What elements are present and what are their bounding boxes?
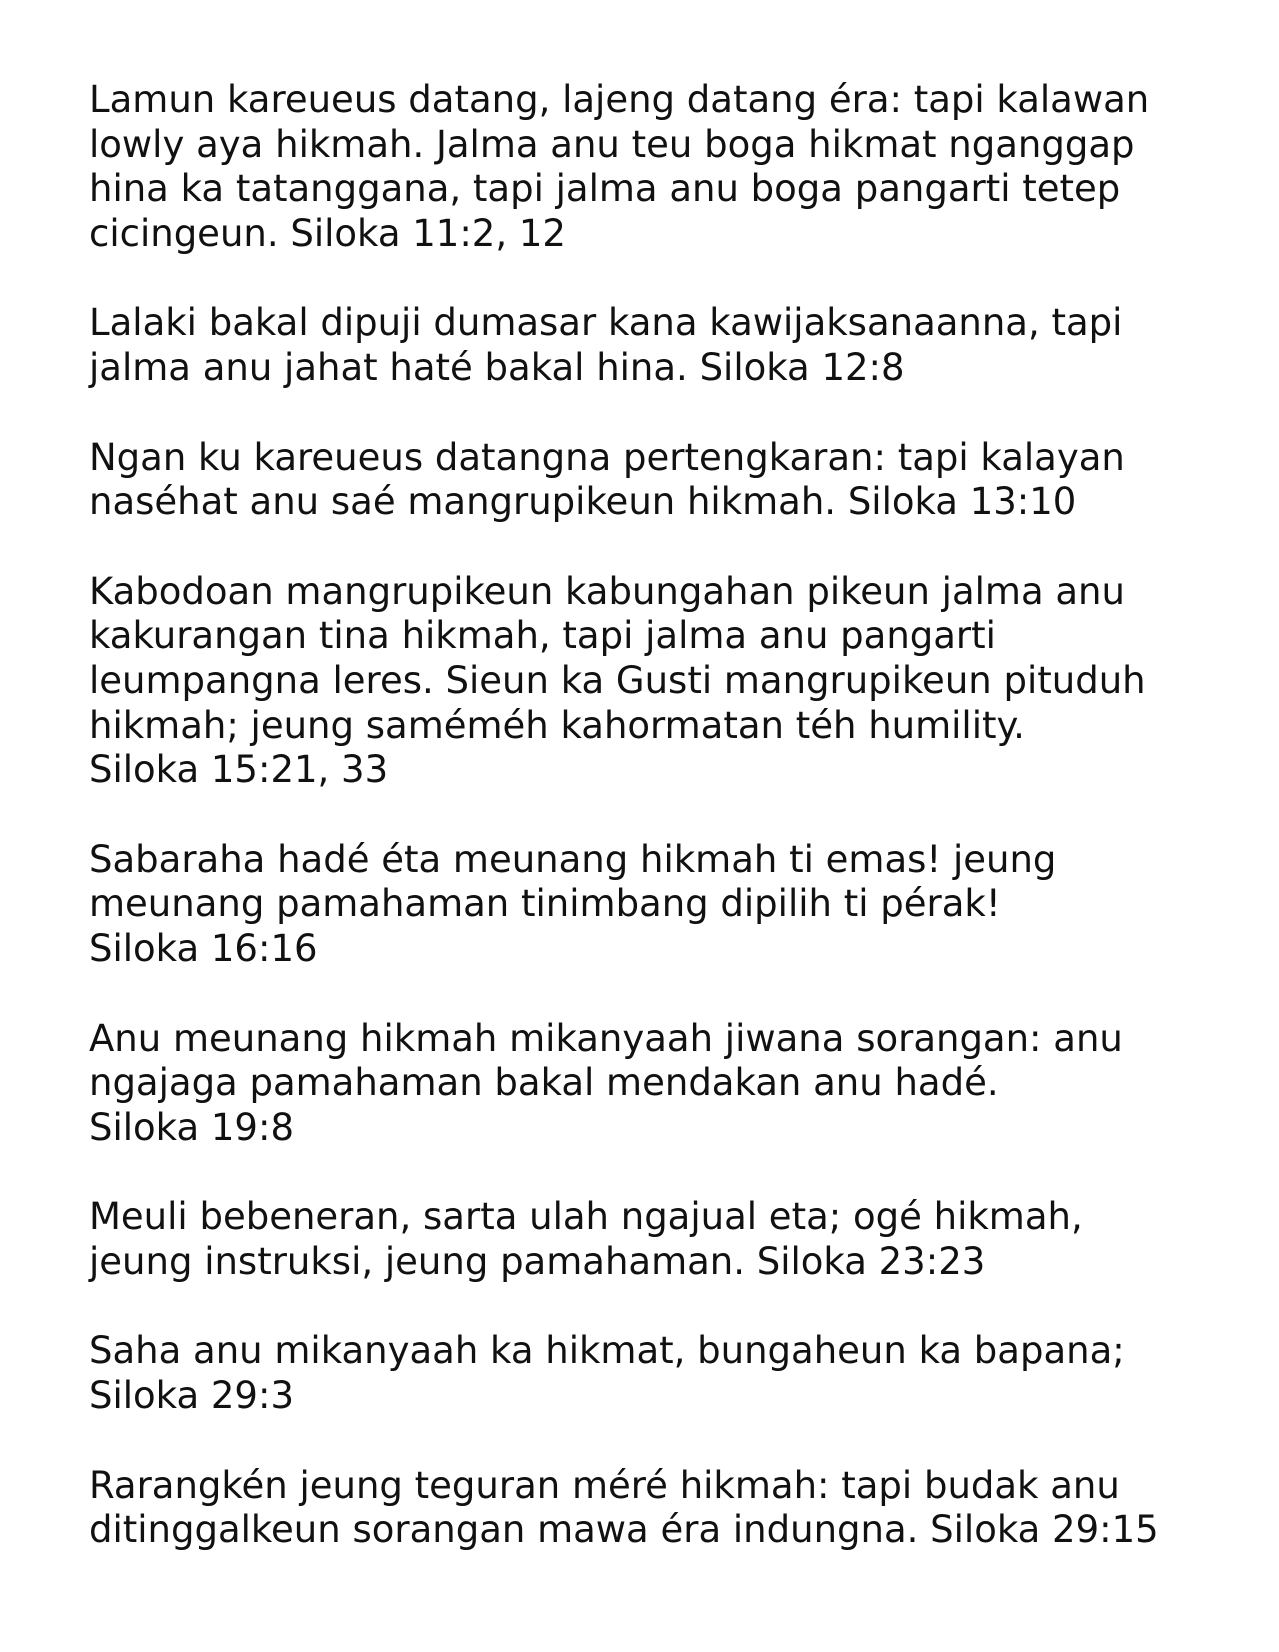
passage-4 <box>89 570 1259 793</box>
passage-line: ditinggalkeun sorangan mawa éra indungna. Siloka 29:15 <box>89 1508 1159 1552</box>
document-page <box>89 78 1259 1598</box>
passage-1 <box>89 78 1259 256</box>
passage-line: hikmah; jeung saméméh kahormatan téh humility. <box>89 703 1025 747</box>
passage-line: Siloka 29:3 <box>89 1374 294 1418</box>
passage-line: Siloka 19:8 <box>89 1105 294 1149</box>
passage-line: hina ka tatanggana, tapi jalma anu boga pangarti tetep <box>89 167 1121 211</box>
passage-line: Rarangkén jeung teguran méré hikmah: tapi budak anu <box>89 1463 1120 1507</box>
passage-line: lowly aya hikmah. Jalma anu teu boga hikmat nganggap <box>89 122 1135 166</box>
passage-line: Kabodoan mangrupikeun kabungahan pikeun jalma anu <box>89 569 1125 613</box>
passage-6 <box>89 1017 1259 1151</box>
passage-line: jalma anu jahat haté bakal hina. Siloka 12:8 <box>89 345 905 389</box>
passage-line: ngajaga pamahaman bakal mendakan anu hadé. <box>89 1061 999 1105</box>
passage-line: meunang pamahaman tinimbang dipilih ti pérak! <box>89 882 1001 926</box>
passage-line: leumpangna leres. Sieun ka Gusti mangrupikeun pituduh <box>89 658 1146 702</box>
passage-7 <box>89 1195 1259 1284</box>
passage-line: kakurangan tina hikmah, tapi jalma anu pangarti <box>89 614 996 658</box>
passage-line: Siloka 15:21, 33 <box>89 748 389 792</box>
passage-8 <box>89 1329 1259 1418</box>
passage-line: Meuli bebeneran, sarta ulah ngajual eta; ogé hikmah, <box>89 1195 1083 1239</box>
passage-9 <box>89 1464 1259 1553</box>
passage-line: naséhat anu saé mangrupikeun hikmah. Siloka 13:10 <box>89 480 1077 524</box>
passage-line: Siloka 16:16 <box>89 926 318 970</box>
passage-line: Lamun kareueus datang, lajeng datang éra: tapi kalawan <box>89 78 1150 121</box>
passage-line: jeung instruksi, jeung pamahaman. Siloka 23:23 <box>89 1239 986 1283</box>
passage-2 <box>89 301 1259 390</box>
passage-line: Saha anu mikanyaah ka hikmat, bungaheun ka bapana; <box>89 1329 1125 1373</box>
passage-line: Sabaraha hadé éta meunang hikmah ti emas! jeung <box>89 837 1057 881</box>
passage-line: cicingeun. Siloka 11:2, 12 <box>89 211 566 255</box>
passage-line: Lalaki bakal dipuji dumasar kana kawijaksanaanna, tapi <box>89 301 1123 345</box>
passage-5 <box>89 838 1259 972</box>
passage-3 <box>89 436 1259 525</box>
passage-line: Ngan ku kareueus datangna pertengkaran: tapi kalayan <box>89 435 1125 479</box>
passage-line: Anu meunang hikmah mikanyaah jiwana sorangan: anu <box>89 1016 1123 1060</box>
